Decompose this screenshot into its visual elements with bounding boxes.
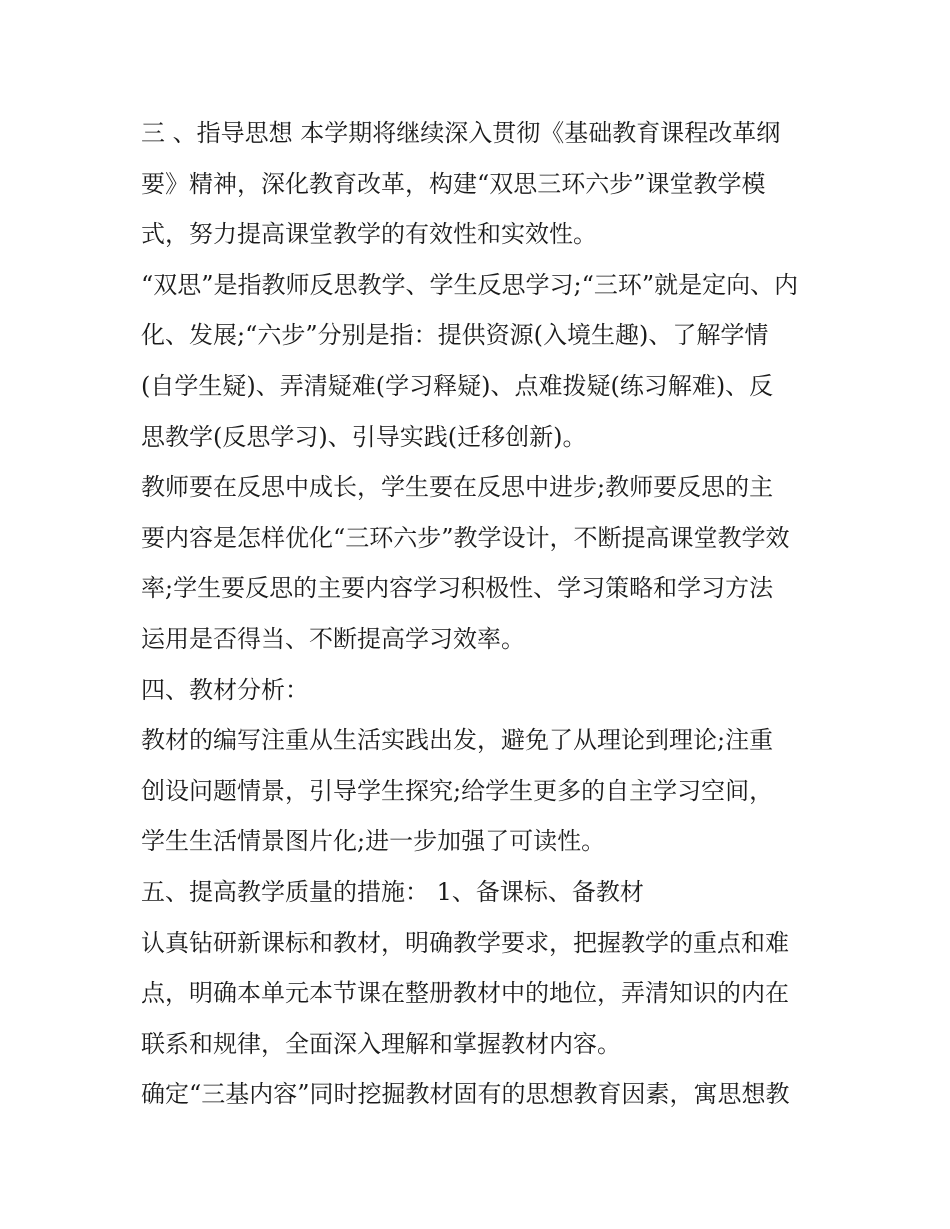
text-line: 率;学生要反思的主要内容学习积极性、学习策略和学习方法: [141, 574, 774, 603]
text-line: 化、发展;“六步”分别是指：提供资源(入境生趣)、了解学情: [141, 321, 769, 350]
text-line: 式，努力提高课堂教学的有效性和实效性。: [141, 220, 597, 249]
text-line: “双思”是指教师反思教学、学生反思学习;“三环”就是定向、内: [141, 270, 799, 299]
text-line: 三 、指导思想 本学期将继续深入贯彻《基础教育课程改革纲: [141, 119, 781, 147]
text-line: 思教学(反思学习)、引导实践(迁移创新)。: [141, 422, 587, 451]
text-line: 确定“三基内容”同时挖掘教材固有的思想教育因素，寓思想教: [141, 1080, 790, 1109]
text-line: 教材的编写注重从生活实践出发，避免了从理论到理论;注重: [141, 726, 774, 755]
document-body: [141, 108, 821, 1120]
text-line: 要内容是怎样优化“三环六步”教学设计，不断提高课堂教学效: [141, 523, 790, 552]
section-heading: 五、提高教学质量的措施： 1、备课标、备教材: [141, 877, 644, 906]
text-line: (自学生疑)、弄清疑难(学习释疑)、点难拨疑(练习解难)、反: [141, 371, 774, 400]
text-line: 运用是否得当、不断提高学习效率。: [141, 624, 525, 653]
text-line: 教师要在反思中成长，学生要在反思中进步;教师要反思的主: [141, 473, 774, 502]
text-line: 点，明确本单元本节课在整册教材中的地位，弄清知识的内在: [141, 979, 789, 1008]
text-line: 创设问题情景，引导学生探究;给学生更多的自主学习空间，: [141, 776, 774, 805]
text-line: 学生生活情景图片化;进一步加强了可读性。: [141, 827, 606, 856]
text-line: 要》精神，深化教育改革，构建“双思三环六步”课堂教学模: [141, 169, 766, 198]
section-heading: 四、教材分析：: [141, 675, 309, 704]
text-line: 联系和规律，全面深入理解和掌握教材内容。: [141, 1029, 621, 1058]
text-line: 认真钻研新课标和教材，明确教学要求，把握教学的重点和难: [141, 928, 789, 957]
